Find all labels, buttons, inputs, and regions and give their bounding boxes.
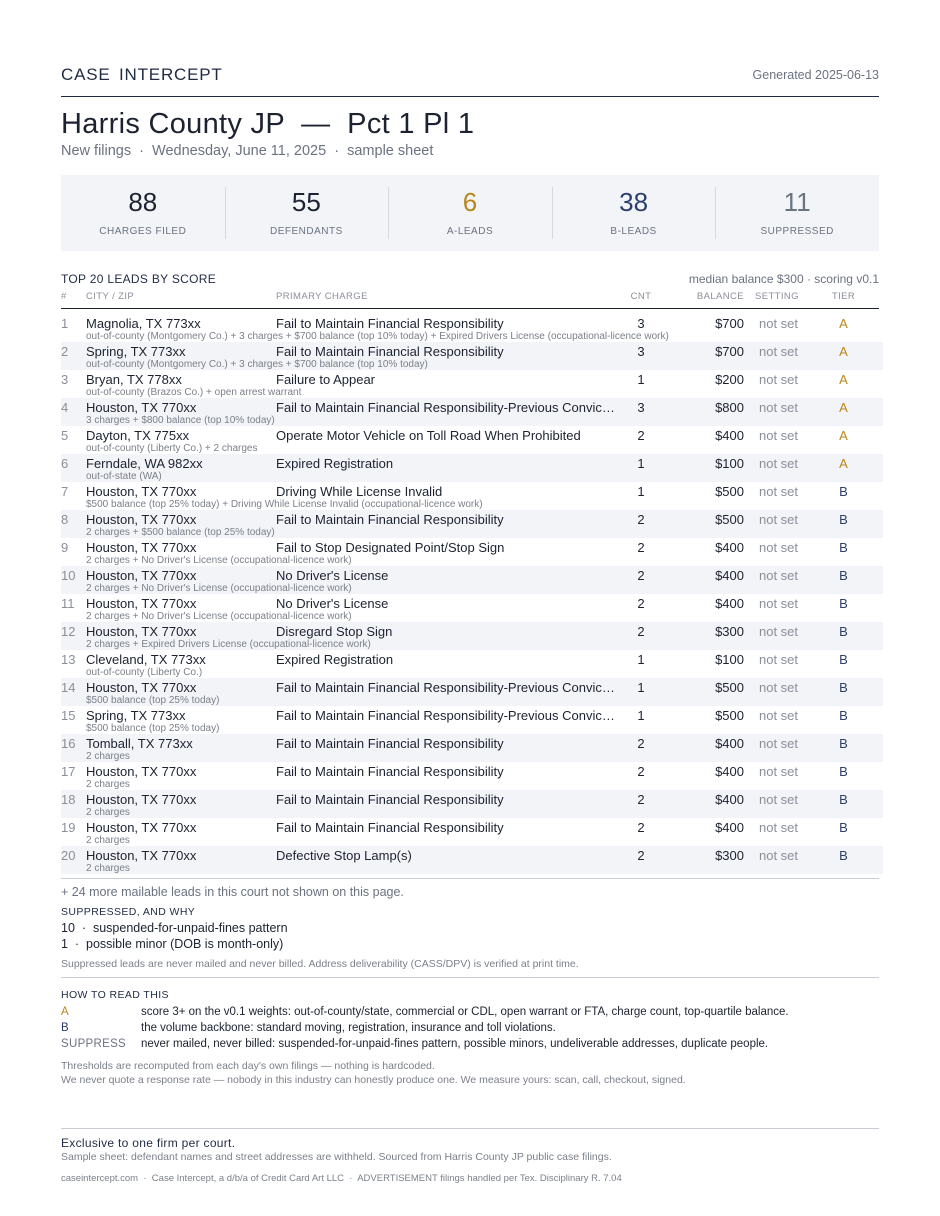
legend-key: B	[61, 1022, 69, 1034]
row-city-zip: Houston, TX 770xx	[86, 820, 197, 835]
row-count: 2	[637, 764, 645, 779]
row-primary-charge: Failure to Appear	[276, 372, 376, 387]
row-balance: $500	[715, 680, 744, 695]
response-rate-note: We never quote a response rate — nobody in this industry can honestly produce one. We measure yours: scan, call, checkout, signed.	[61, 1074, 686, 1086]
row-setting: not set	[759, 624, 799, 639]
stat-a-leads	[388, 175, 552, 251]
stat-value: 11	[783, 187, 811, 217]
row-number: 7	[61, 484, 69, 499]
row-city-zip: Houston, TX 770xx	[86, 400, 197, 415]
col-tier: TIER	[831, 291, 856, 302]
row-tier: A	[839, 400, 848, 415]
brand-logo-text: CASE INTERCEPT	[61, 65, 223, 84]
row-number: 14	[61, 680, 76, 695]
row-primary-charge: No Driver's License	[276, 596, 389, 611]
row-score-note: out-of-county (Liberty Co.) + 2 charges	[86, 443, 258, 454]
row-count: 2	[637, 540, 645, 555]
stat-value: 38	[619, 187, 649, 217]
thresholds-note: Thresholds are recomputed from each day's own filings — nothing is hardcoded.	[61, 1060, 435, 1072]
row-number: 15	[61, 708, 76, 723]
row-number: 8	[61, 512, 69, 527]
page-subtitle: New filings · Wednesday, June 11, 2025 · sample sheet	[61, 143, 434, 159]
row-balance: $300	[715, 624, 744, 639]
row-balance: $400	[715, 764, 744, 779]
row-primary-charge: Fail to Maintain Financial Responsibility-Previous Convic…	[276, 400, 615, 415]
row-count: 3	[637, 316, 645, 331]
row-setting: not set	[759, 428, 799, 443]
table-row	[61, 678, 883, 706]
stat-label: CHARGES FILED	[99, 226, 187, 237]
suppressed-title: SUPPRESSED, AND WHY	[61, 906, 196, 918]
row-number: 12	[61, 624, 76, 639]
col-cnt: CNT	[630, 291, 652, 302]
row-balance: $500	[715, 708, 744, 723]
section-divider	[61, 977, 879, 978]
row-city-zip: Dayton, TX 775xx	[86, 428, 190, 443]
row-balance: $300	[715, 848, 744, 863]
row-primary-charge: No Driver's License	[276, 568, 389, 583]
row-primary-charge: Driving While License Invalid	[276, 484, 443, 499]
row-balance: $200	[715, 372, 744, 387]
row-primary-charge: Fail to Maintain Financial Responsibility-Previous Convic…	[276, 680, 615, 695]
suppressed-note: Suppressed leads are never mailed and never billed. Address deliverability (CASS/DPV) is verified at print time.	[61, 958, 579, 970]
row-city-zip: Cleveland, TX 773xx	[86, 652, 206, 667]
row-city-zip: Houston, TX 770xx	[86, 848, 197, 863]
row-tier: B	[839, 680, 848, 695]
row-score-note: 2 charges + No Driver's License (occupational-licence work)	[86, 555, 352, 566]
row-primary-charge: Operate Motor Vehicle on Toll Road When Prohibited	[276, 428, 581, 443]
row-balance: $400	[715, 596, 744, 611]
row-tier: A	[839, 316, 848, 331]
table-row	[61, 622, 883, 650]
row-tier: B	[839, 624, 848, 639]
row-city-zip: Houston, TX 770xx	[86, 680, 197, 695]
row-primary-charge: Expired Registration	[276, 456, 394, 471]
row-primary-charge: Fail to Maintain Financial Responsibility	[276, 512, 504, 527]
table-row	[61, 510, 883, 538]
row-tier: A	[839, 344, 848, 359]
row-setting: not set	[759, 764, 799, 779]
row-count: 1	[637, 680, 645, 695]
table-row	[61, 370, 883, 398]
row-setting: not set	[759, 736, 799, 751]
stat-label: DEFENDANTS	[269, 226, 343, 237]
row-balance: $100	[715, 456, 744, 471]
row-tier: A	[839, 456, 848, 471]
table-row	[61, 706, 883, 734]
row-tier: B	[839, 848, 848, 863]
row-primary-charge: Expired Registration	[276, 652, 394, 667]
table-row	[61, 426, 883, 454]
generated-date: Generated 2025-06-13	[752, 68, 879, 82]
stat-value: 6	[462, 187, 478, 217]
row-setting: not set	[759, 540, 799, 555]
row-count: 2	[637, 848, 645, 863]
row-number: 9	[61, 540, 69, 555]
row-number: 16	[61, 736, 76, 751]
row-setting: not set	[759, 652, 799, 667]
suppressed-line: 10 · suspended-for-unpaid-fines pattern	[61, 921, 288, 935]
row-score-note: 2 charges + Expired Drivers License (occupational-licence work)	[86, 639, 371, 650]
leads-table-body	[61, 314, 883, 874]
row-setting: not set	[759, 708, 799, 723]
row-balance: $400	[715, 428, 744, 443]
row-score-note: out-of-county (Montgomery Co.) + 3 charges + $700 balance (top 10% today)	[86, 359, 428, 370]
row-count: 1	[637, 456, 645, 471]
row-city-zip: Houston, TX 770xx	[86, 764, 197, 779]
stat-label: SUPPRESSED	[760, 226, 834, 237]
row-score-note: 2 charges + $500 balance (top 25% today)	[86, 527, 275, 538]
row-number: 17	[61, 764, 76, 779]
row-number: 3	[61, 372, 69, 387]
row-count: 1	[637, 372, 645, 387]
howto-title: HOW TO READ THIS	[61, 989, 169, 1001]
row-city-zip: Houston, TX 770xx	[86, 540, 197, 555]
row-score-note: 2 charges	[86, 807, 130, 818]
row-score-note: out-of-county (Brazos Co.) + open arrest warrant	[86, 387, 302, 398]
col-num: #	[61, 291, 67, 302]
row-setting: not set	[759, 820, 799, 835]
row-balance: $400	[715, 540, 744, 555]
row-city-zip: Houston, TX 770xx	[86, 792, 197, 807]
stat-label: A-LEADS	[446, 226, 494, 237]
row-primary-charge: Disregard Stop Sign	[276, 624, 393, 639]
stat-defendants	[225, 175, 389, 251]
row-city-zip: Houston, TX 770xx	[86, 596, 197, 611]
row-count: 2	[637, 568, 645, 583]
row-count: 2	[637, 512, 645, 527]
row-count: 2	[637, 736, 645, 751]
row-tier: A	[839, 428, 848, 443]
table-bottom-rule	[61, 878, 879, 879]
row-primary-charge: Fail to Maintain Financial Responsibility	[276, 764, 504, 779]
stat-suppressed	[715, 175, 879, 251]
row-number: 13	[61, 652, 76, 667]
table-row	[61, 566, 883, 594]
page-title: Harris County JP — Pct 1 Pl 1	[61, 108, 475, 140]
row-balance: $500	[715, 484, 744, 499]
row-city-zip: Ferndale, WA 982xx	[86, 456, 203, 471]
row-score-note: 2 charges	[86, 863, 130, 874]
table-row	[61, 454, 883, 482]
row-setting: not set	[759, 456, 799, 471]
col-city: CITY / ZIP	[86, 291, 135, 302]
row-tier: B	[839, 764, 848, 779]
row-tier: B	[839, 792, 848, 807]
row-number: 19	[61, 820, 76, 835]
leads-section-note: median balance $300 · scoring v0.1	[688, 272, 879, 286]
table-row	[61, 398, 883, 426]
row-tier: B	[839, 568, 848, 583]
row-balance: $700	[715, 316, 744, 331]
row-count: 3	[637, 344, 645, 359]
row-city-zip: Houston, TX 770xx	[86, 484, 197, 499]
row-primary-charge: Fail to Maintain Financial Responsibility	[276, 344, 504, 359]
row-count: 3	[637, 400, 645, 415]
stat-label: B-LEADS	[610, 226, 657, 237]
stat-charges-filed	[61, 175, 225, 251]
more-leads-note: + 24 more mailable leads in this court not shown on this page.	[61, 885, 404, 899]
row-score-note: $500 balance (top 25% today) + Driving While License Invalid (occupational-licence work)	[86, 499, 483, 510]
row-number: 5	[61, 428, 69, 443]
stat-b-leads	[552, 175, 716, 251]
row-score-note: 2 charges	[86, 779, 130, 790]
footer-legal: caseintercept.com · Case Intercept, a d/b/a of Credit Card Art LLC · ADVERTISEMENT filings handled per Tex. Disciplinary R. 7.04	[61, 1173, 622, 1184]
footer-divider	[61, 1128, 879, 1129]
row-setting: not set	[759, 792, 799, 807]
row-score-note: $500 balance (top 25% today)	[86, 695, 220, 706]
row-setting: not set	[759, 680, 799, 695]
row-primary-charge: Fail to Maintain Financial Responsibility	[276, 736, 504, 751]
leads-section-title: TOP 20 LEADS BY SCORE	[61, 272, 217, 286]
row-setting: not set	[759, 400, 799, 415]
col-charge: PRIMARY CHARGE	[276, 291, 368, 302]
row-primary-charge: Fail to Maintain Financial Responsibility-Previous Convic…	[276, 708, 615, 723]
row-count: 2	[637, 596, 645, 611]
row-setting: not set	[759, 596, 799, 611]
col-balance: BALANCE	[696, 291, 744, 302]
row-balance: $100	[715, 652, 744, 667]
row-score-note: out-of-county (Montgomery Co.) + 3 charges + $700 balance (top 10% today) + Expired Drivers License (occupational-licence work)	[86, 331, 669, 342]
row-city-zip: Houston, TX 770xx	[86, 624, 197, 639]
row-score-note: out-of-county (Liberty Co.)	[86, 667, 203, 678]
row-balance: $800	[715, 400, 744, 415]
row-primary-charge: Fail to Maintain Financial Responsibility	[276, 792, 504, 807]
suppressed-line: 1 · possible minor (DOB is month-only)	[61, 937, 284, 951]
table-row	[61, 342, 883, 370]
table-row	[61, 650, 883, 678]
row-city-zip: Spring, TX 773xx	[86, 344, 186, 359]
row-number: 6	[61, 456, 69, 471]
row-number: 18	[61, 792, 76, 807]
row-setting: not set	[759, 316, 799, 331]
row-score-note: 2 charges	[86, 751, 130, 762]
row-count: 2	[637, 428, 645, 443]
row-number: 4	[61, 400, 69, 415]
table-row	[61, 818, 883, 846]
row-number: 10	[61, 568, 76, 583]
row-count: 2	[637, 792, 645, 807]
row-primary-charge: Defective Stop Lamp(s)	[276, 848, 412, 863]
row-count: 2	[637, 624, 645, 639]
row-score-note: 3 charges + $800 balance (top 10% today)	[86, 415, 275, 426]
row-tier: B	[839, 484, 848, 499]
row-setting: not set	[759, 344, 799, 359]
table-row	[61, 538, 883, 566]
row-balance: $400	[715, 792, 744, 807]
table-row	[61, 594, 883, 622]
row-city-zip: Tomball, TX 773xx	[86, 736, 193, 751]
col-setting: SETTING	[755, 291, 799, 302]
table-row	[61, 734, 883, 762]
row-score-note: 2 charges + No Driver's License (occupational-licence work)	[86, 583, 352, 594]
sample-note: Sample sheet: defendant names and street addresses are withheld. Sourced from Harris County JP public case filings.	[61, 1151, 612, 1163]
table-row	[61, 762, 883, 790]
row-balance: $400	[715, 568, 744, 583]
legend-desc: never mailed, never billed: suspended-for-unpaid-fines pattern, possible minors, undeliverable addresses, duplicate people.	[141, 1038, 769, 1050]
row-balance: $400	[715, 820, 744, 835]
row-score-note: 2 charges	[86, 835, 130, 846]
leads-table-header	[61, 291, 879, 309]
legend-desc: the volume backbone: standard moving, registration, insurance and toll violations.	[141, 1022, 556, 1034]
row-number: 20	[61, 848, 76, 863]
row-city-zip: Spring, TX 773xx	[86, 708, 186, 723]
stat-value: 55	[291, 187, 321, 217]
legend-desc: score 3+ on the v0.1 weights: out-of-county/state, commercial or CDL, open warrant or FTA, charge count, top-quartile balance.	[141, 1006, 789, 1018]
table-row	[61, 790, 883, 818]
row-balance: $700	[715, 344, 744, 359]
row-tier: B	[839, 736, 848, 751]
row-tier: B	[839, 652, 848, 667]
row-primary-charge: Fail to Maintain Financial Responsibility	[276, 316, 504, 331]
stats-panel	[61, 175, 879, 251]
row-tier: B	[839, 708, 848, 723]
row-balance: $400	[715, 736, 744, 751]
row-setting: not set	[759, 372, 799, 387]
row-setting: not set	[759, 512, 799, 527]
legend-key: SUPPRESS	[61, 1038, 127, 1050]
row-tier: B	[839, 512, 848, 527]
row-score-note: $500 balance (top 25% today)	[86, 723, 220, 734]
row-score-note: out-of-state (WA)	[86, 471, 162, 482]
table-row	[61, 846, 883, 874]
row-tier: B	[839, 820, 848, 835]
row-setting: not set	[759, 484, 799, 499]
row-number: 2	[61, 344, 69, 359]
row-city-zip: Houston, TX 770xx	[86, 568, 197, 583]
row-tier: A	[839, 372, 848, 387]
row-tier: B	[839, 596, 848, 611]
row-setting: not set	[759, 568, 799, 583]
legend-key: A	[61, 1006, 69, 1018]
exclusivity-note: Exclusive to one firm per court.	[61, 1136, 236, 1150]
page-header	[61, 64, 879, 97]
row-primary-charge: Fail to Maintain Financial Responsibility	[276, 820, 504, 835]
row-city-zip: Houston, TX 770xx	[86, 512, 197, 527]
row-tier: B	[839, 540, 848, 555]
row-setting: not set	[759, 848, 799, 863]
table-row	[61, 482, 883, 510]
row-count: 1	[637, 652, 645, 667]
row-number: 1	[61, 316, 69, 331]
row-count: 2	[637, 820, 645, 835]
row-city-zip: Magnolia, TX 773xx	[86, 316, 201, 331]
table-row	[61, 314, 883, 342]
row-primary-charge: Fail to Stop Designated Point/Stop Sign	[276, 540, 505, 555]
row-count: 1	[637, 484, 645, 499]
row-score-note: 2 charges + No Driver's License (occupational-licence work)	[86, 611, 352, 622]
row-number: 11	[61, 596, 75, 611]
stat-value: 88	[128, 187, 158, 217]
row-balance: $500	[715, 512, 744, 527]
row-city-zip: Bryan, TX 778xx	[86, 372, 182, 387]
row-count: 1	[637, 708, 645, 723]
